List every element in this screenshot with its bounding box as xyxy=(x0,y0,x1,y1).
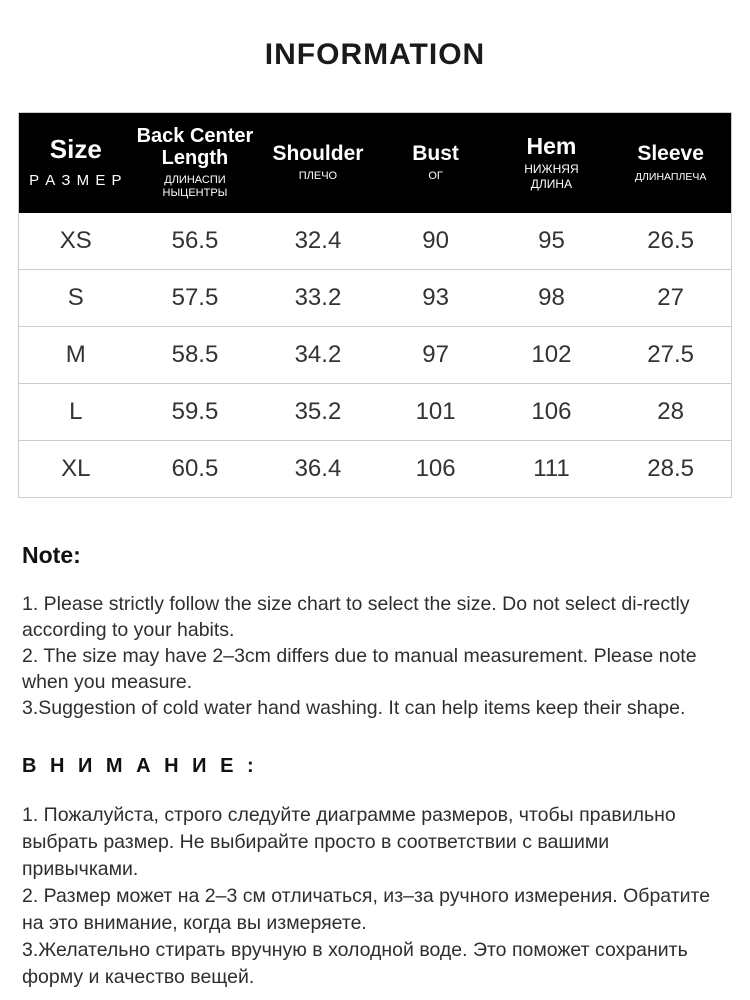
col-header-back-center-length xyxy=(133,113,258,214)
col-header-sleeve-en: Sleeve xyxy=(637,142,704,166)
note-item-ru-3: 3.Желательно стирать вручную в холодной воде. Это поможет сохранить форму и качество вещей. xyxy=(22,939,688,988)
bust-cell: 101 xyxy=(379,384,493,441)
note-heading-ru: В Н И М А Н И Е : xyxy=(22,755,258,777)
size-cell: XL xyxy=(19,441,133,498)
hem-cell: 102 xyxy=(493,327,611,384)
sleeve-cell: 28.5 xyxy=(610,441,731,498)
sleeve-cell: 26.5 xyxy=(610,213,731,270)
back-center-length-cell: 58.5 xyxy=(133,327,258,384)
note-item-en-2: 2. The size may have 2–3cm differs due to manual measurement. Please note when you measure. xyxy=(22,645,697,693)
col-header-shoulder-en: Shoulder xyxy=(272,141,364,165)
back-center-length-cell: 60.5 xyxy=(133,441,258,498)
note-item-en-3: 3.Suggestion of cold water hand washing. It can help items keep their shape. xyxy=(22,697,686,719)
col-header-shoulder-ru: ПЛЕЧО xyxy=(298,170,338,183)
size-cell: S xyxy=(19,270,133,327)
col-header-size xyxy=(19,113,133,214)
back-center-length-cell: 56.5 xyxy=(133,213,258,270)
col-header-size-en: Size xyxy=(49,134,102,165)
shoulder-cell: 36.4 xyxy=(257,441,378,498)
bust-cell: 93 xyxy=(379,270,493,327)
col-header-hem xyxy=(493,113,611,214)
col-header-sleeve xyxy=(610,113,731,214)
sleeve-cell: 28 xyxy=(610,384,731,441)
back-center-length-cell: 57.5 xyxy=(133,270,258,327)
sleeve-cell: 27 xyxy=(610,270,731,327)
shoulder-cell: 33.2 xyxy=(257,270,378,327)
page-title: INFORMATION xyxy=(264,38,486,71)
hem-cell: 111 xyxy=(493,441,611,498)
bust-cell: 90 xyxy=(379,213,493,270)
col-header-hem-en: Hem xyxy=(526,132,577,159)
shoulder-cell: 35.2 xyxy=(257,384,378,441)
shoulder-cell: 32.4 xyxy=(257,213,378,270)
size-cell: L xyxy=(19,384,133,441)
size-table xyxy=(18,112,732,498)
table-row xyxy=(19,213,732,270)
col-header-size-ru: Р А З М Е Р xyxy=(29,172,123,190)
col-header-back-center-length-en: Back Center Length xyxy=(136,124,254,170)
size-cell: XS xyxy=(19,213,133,270)
col-header-back-center-length-ru: ДЛИНАСПИ НЫЦЕНТРЫ xyxy=(162,173,228,200)
table-row xyxy=(19,384,732,441)
notes-section xyxy=(18,542,732,991)
col-header-bust xyxy=(379,113,493,214)
col-header-bust-en: Bust xyxy=(412,141,459,165)
note-item-ru-1: 1. Пожалуйста, строго следуйте диаграмме размеров, чтобы правильно выбрать размер. Не выбирайте просто в соответствии с вашими привычками. xyxy=(22,804,676,880)
note-heading-en: Note: xyxy=(22,542,81,568)
note-item-ru-2: 2. Размер может на 2–3 см отличаться, из–за ручного измерения. Обратите на это внимание, когда вы измеряете. xyxy=(22,885,711,934)
size-cell: M xyxy=(19,327,133,384)
hem-cell: 98 xyxy=(493,270,611,327)
note-item-en-1: 1. Please strictly follow the size chart to select the size. Do not select di-rectly according to your habits. xyxy=(22,593,690,641)
col-header-bust-ru: ОГ xyxy=(428,170,443,183)
bust-cell: 106 xyxy=(379,441,493,498)
col-header-hem-ru: НИЖНЯЯ ДЛИНА xyxy=(524,162,579,192)
hem-cell: 106 xyxy=(493,384,611,441)
table-row xyxy=(19,441,732,498)
col-header-shoulder xyxy=(257,113,378,214)
sleeve-cell: 27.5 xyxy=(610,327,731,384)
shoulder-cell: 34.2 xyxy=(257,327,378,384)
bust-cell: 97 xyxy=(379,327,493,384)
table-header-row xyxy=(19,113,732,214)
table-row xyxy=(19,327,732,384)
col-header-sleeve-ru: ДЛИНАПЛЕЧА xyxy=(634,170,707,183)
table-row xyxy=(19,270,732,327)
back-center-length-cell: 59.5 xyxy=(133,384,258,441)
hem-cell: 95 xyxy=(493,213,611,270)
